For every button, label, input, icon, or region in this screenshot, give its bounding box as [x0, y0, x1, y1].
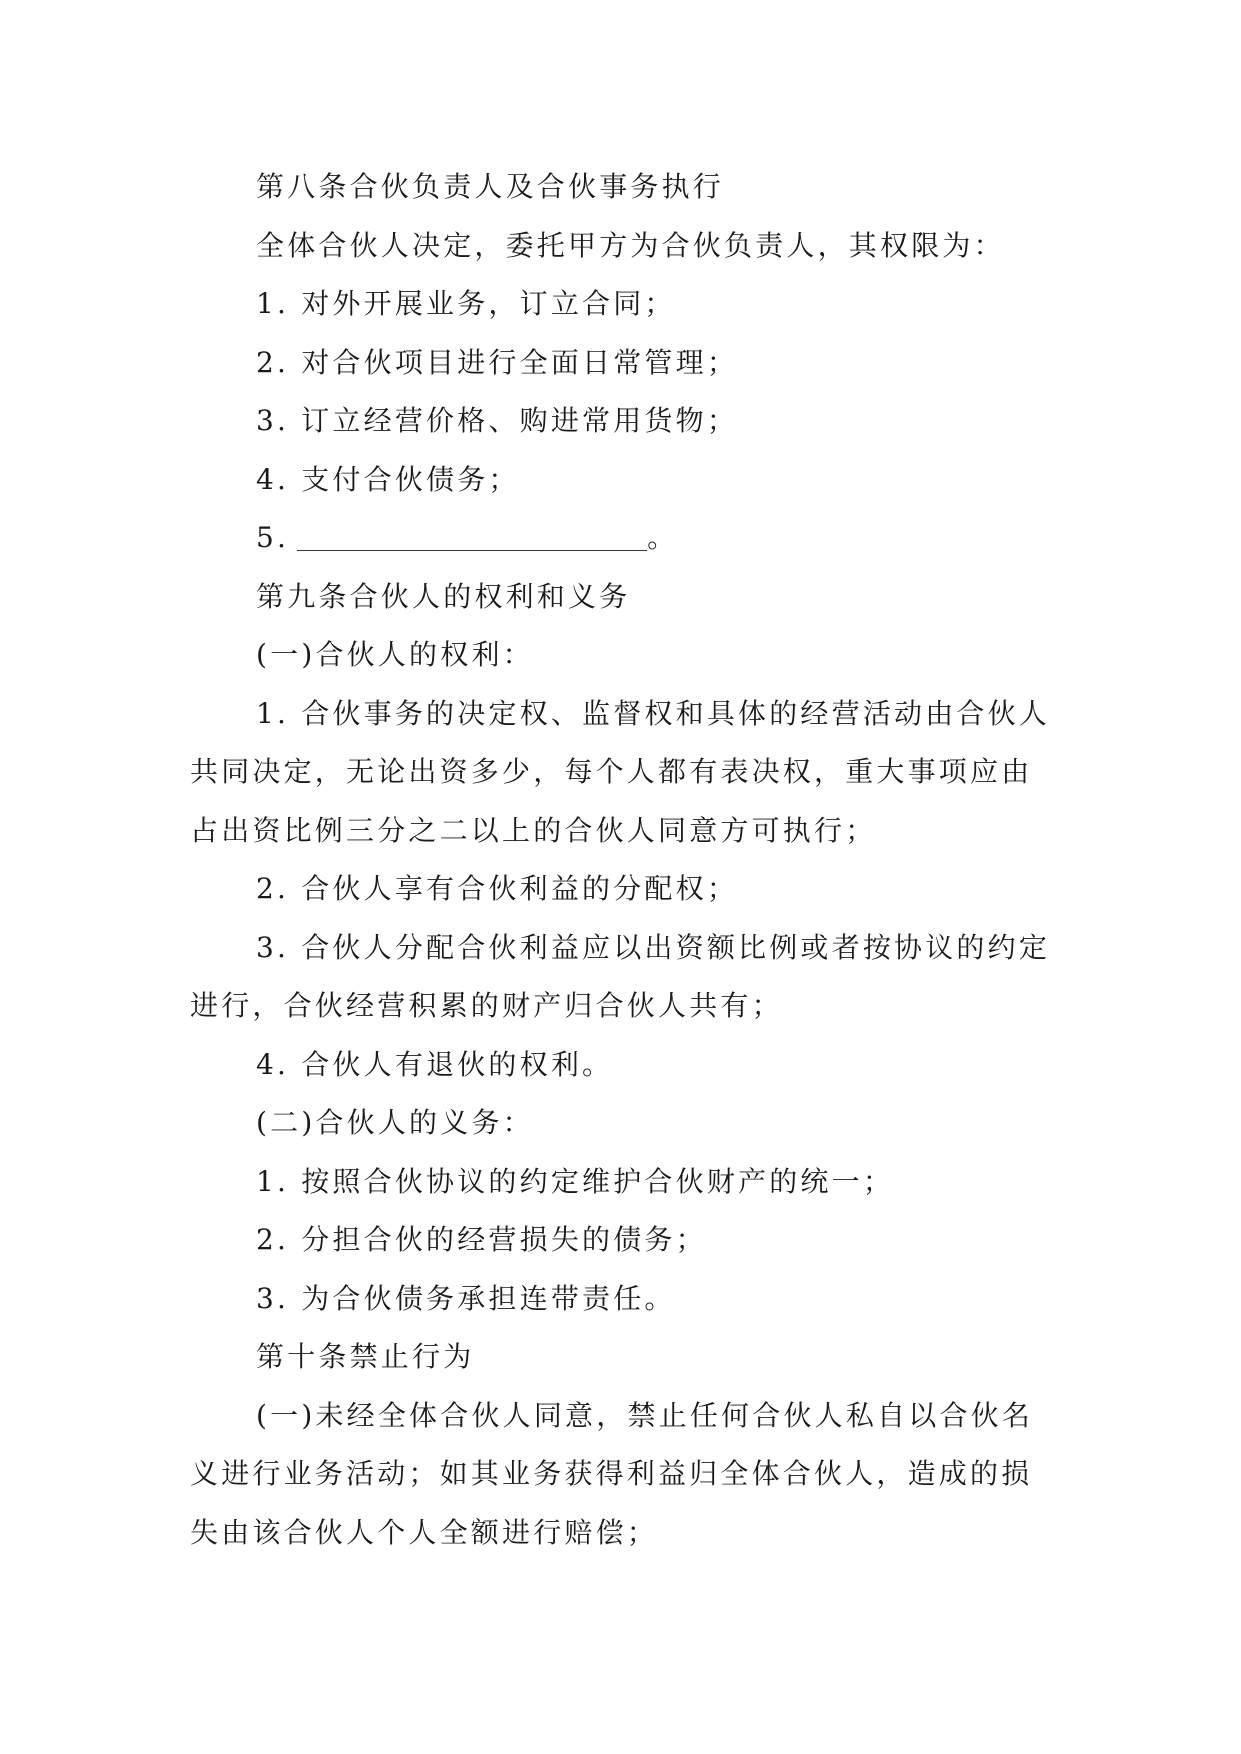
article-10-heading: 第十条禁止行为	[256, 1340, 475, 1373]
list-item: 3. 合伙人分配合伙利益应以出资额比例或者按协议的约定进行，合伙经营积累的财产归合伙人共有；	[190, 930, 1051, 1022]
paragraph: (一)未经全体合伙人同意，禁止任何合伙人私自以合伙名义进行业务活动；如其业务获得利益归全体合伙人，造成的损失由该合伙人个人全额进行赔偿；	[190, 1398, 1034, 1549]
list-item: 1. 按照合伙协议的约定维护合伙财产的统一；	[256, 1164, 895, 1198]
list-item: 2. 对合伙项目进行全面日常管理；	[256, 345, 739, 379]
article-8-heading: 第八条合伙负责人及合伙事务执行	[256, 170, 725, 203]
paragraph: 全体合伙人决定，委托甲方为合伙负责人，其权限为：	[256, 228, 1005, 262]
list-number: 5.	[256, 521, 290, 554]
list-item-end: 。	[647, 521, 679, 554]
list-item: 3. 订立经营价格、购进常用货物；	[256, 404, 739, 437]
list-item: 4. 支付合伙债务；	[256, 462, 520, 496]
list-item: 4. 合伙人有退伙的权利。	[256, 1047, 614, 1081]
list-item: 2. 合伙人享有合伙利益的分配权；	[256, 872, 739, 905]
list-item: 1. 合伙事务的决定权、监督权和具体的经营活动由合伙人共同决定，无论出资多少，每个人都有表决权，重大事项应由占出资比例三分之二以上的合伙人同意方可执行；	[190, 696, 1051, 847]
section-heading: (二)合伙人的义务：	[256, 1106, 534, 1139]
document-body	[190, 158, 1060, 1562]
list-item-blank	[190, 509, 1060, 568]
fill-in-blank-line	[297, 520, 647, 551]
list-item: 2. 分担合伙的经营损失的债务；	[256, 1223, 707, 1256]
list-item: 1. 对外开展业务，订立合同；	[256, 287, 676, 320]
section-heading: (一)合伙人的权利：	[256, 638, 534, 671]
list-item: 3. 为合伙债务承担连带责任。	[256, 1281, 676, 1315]
article-9-heading: 第九条合伙人的权利和义务	[256, 579, 631, 613]
